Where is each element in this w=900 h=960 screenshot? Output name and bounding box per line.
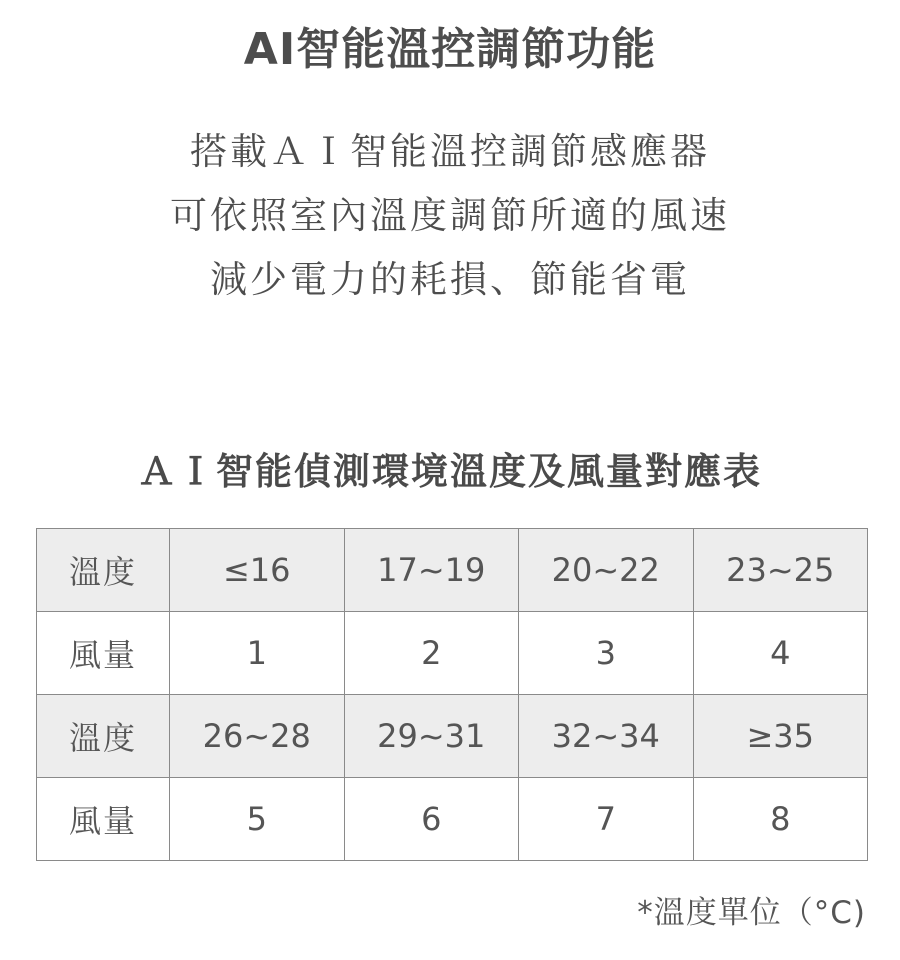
row-header-fan-speed: 風量 bbox=[37, 612, 170, 695]
row-header-temperature: 溫度 bbox=[37, 695, 170, 778]
table-cell: 4 bbox=[693, 612, 868, 695]
table-cell: 1 bbox=[170, 612, 345, 695]
table-cell: 7 bbox=[519, 778, 694, 861]
description-line: 可依照室內溫度調節所適的風速 bbox=[170, 194, 730, 237]
table-cell: 3 bbox=[519, 612, 694, 695]
feature-description bbox=[0, 120, 900, 312]
table-row-fan-speed bbox=[37, 612, 868, 695]
table-cell: 17~19 bbox=[344, 529, 519, 612]
temperature-unit-note: *溫度單位（°C) bbox=[637, 895, 866, 931]
description-line: 搭載ＡＩ智能溫控調節感應器 bbox=[190, 130, 710, 173]
row-header-temperature: 溫度 bbox=[37, 529, 170, 612]
table-cell: ≥35 bbox=[693, 695, 868, 778]
table-cell: 20~22 bbox=[519, 529, 694, 612]
row-header-fan-speed: 風量 bbox=[37, 778, 170, 861]
table-title: ＡＩ智能偵測環境溫度及風量對應表 bbox=[138, 450, 762, 493]
temperature-fan-table bbox=[36, 528, 868, 861]
table-cell: 29~31 bbox=[344, 695, 519, 778]
table-cell: 32~34 bbox=[519, 695, 694, 778]
table-row-temperature bbox=[37, 529, 868, 612]
table-row-temperature bbox=[37, 695, 868, 778]
table-cell: 5 bbox=[170, 778, 345, 861]
table-cell: ≤16 bbox=[170, 529, 345, 612]
table-cell: 26~28 bbox=[170, 695, 345, 778]
table-row-fan-speed bbox=[37, 778, 868, 861]
table-cell: 6 bbox=[344, 778, 519, 861]
page-title: AI智能溫控調節功能 bbox=[243, 24, 657, 75]
table-cell: 8 bbox=[693, 778, 868, 861]
description-line: 減少電力的耗損、節能省電 bbox=[210, 258, 690, 301]
table-cell: 23~25 bbox=[693, 529, 868, 612]
table-cell: 2 bbox=[344, 612, 519, 695]
